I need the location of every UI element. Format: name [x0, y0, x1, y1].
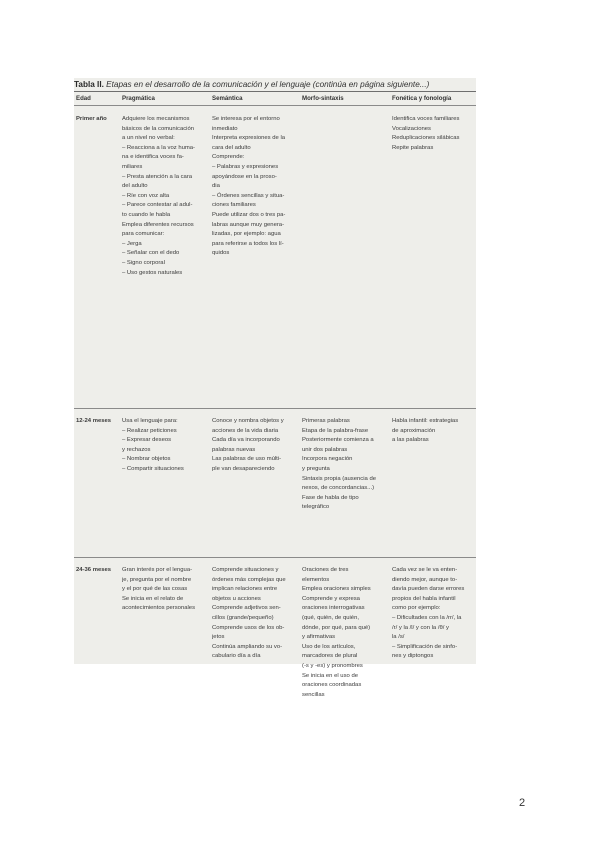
cell-line: – Uso gestos naturales: [122, 269, 183, 276]
cell-line: quidos: [212, 250, 230, 257]
table-row: [74, 417, 476, 558]
caption-label: Tabla II.: [74, 80, 104, 89]
cell-line: – Realizar peticiones: [122, 427, 177, 434]
cell-line: – Palabras y expresiones: [212, 163, 279, 170]
pragmatica-cell: [122, 566, 212, 614]
caption-text: Etapas en el desarrollo de la comunicación y el lenguaje (continúa en página siguiente...): [106, 80, 430, 89]
cell-line: Oraciones de tres: [302, 567, 349, 573]
cell-line: Comprende y expresa: [302, 595, 360, 602]
cell-line: del adulto: [122, 183, 148, 190]
cell-line: apoyándose en la proso-: [212, 173, 277, 180]
pragmatica-cell: [122, 115, 212, 278]
cell-line: para comunicar:: [122, 231, 165, 238]
cell-line: Adquiere los mecanismos: [122, 116, 190, 122]
cell-line: Comprende usos de los ob-: [212, 624, 285, 631]
table-row: [74, 115, 476, 409]
cell-line: sencillas: [302, 691, 325, 698]
cell-line: cara del adulto: [212, 144, 251, 151]
cell-line: Comprende:: [212, 154, 245, 161]
cell-line: unir dos palabras: [302, 446, 348, 453]
cell-line: nes y diptongos: [392, 653, 434, 660]
page-number: 2: [519, 797, 526, 809]
cell-line: – Señalar con el dedo: [122, 250, 180, 257]
cell-line: a un nivel no verbal:: [122, 135, 175, 142]
cell-line: Etapa de la palabra-frase: [302, 427, 369, 434]
cell-line: – Parece contestar al adul-: [122, 202, 193, 209]
cell-line: propios del habla infantil: [392, 595, 456, 602]
cell-line: elementos: [302, 576, 330, 583]
cell-line: a las palabras: [392, 437, 429, 444]
cell-line: Interpreta expresiones de la: [212, 135, 286, 142]
pragmatica-cell: [122, 417, 212, 475]
cell-line: – Órdenes sencillas y situa-: [212, 192, 285, 199]
cell-line: implican relaciones entre: [212, 586, 278, 593]
cell-line: marcadores de plural: [302, 653, 358, 660]
cell-line: cabulario día a día: [212, 653, 261, 660]
cell-line: miliares: [122, 163, 143, 170]
cell-line: Puede utilizar dos o tres pa-: [212, 211, 286, 218]
cell-line: – Dificultades con la /rr/, la: [392, 614, 462, 621]
header-fonetica: Fonética y fonología: [392, 95, 452, 102]
header-pragmatica: Pragmática: [122, 95, 155, 102]
cell-line: Gran interés por el lengua-: [122, 567, 193, 573]
cell-line: Continúa ampliando su vo-: [212, 643, 283, 650]
morfo-sintaxis-cell: [302, 566, 392, 700]
table-header-row: [74, 93, 476, 106]
cell-line: – Expresar deseos: [122, 437, 172, 444]
cell-line: y afirmativas: [302, 634, 336, 641]
cell-line: Reduplicaciones silábicas: [392, 135, 460, 142]
cell-line: (-s y -es) y pronombres: [302, 662, 363, 669]
fonetica-cell: [392, 566, 476, 662]
cell-line: acontecimientos personales: [122, 605, 196, 612]
cell-line: – Ríe con voz alta: [122, 192, 170, 199]
morfo-sintaxis-cell: [302, 417, 392, 513]
cell-line: para referirse a todos los lí-: [212, 240, 284, 247]
cell-line: Emplea diferentes recursos: [122, 221, 194, 228]
table-caption: [74, 78, 476, 92]
cell-line: dia: [212, 183, 220, 190]
table-row: [74, 566, 476, 698]
cell-line: lizadas, por ejemplo: agua: [212, 231, 281, 238]
cell-line: Usa el lenguaje para:: [122, 418, 178, 424]
cell-line: Emplea oraciones simples: [302, 586, 371, 593]
fonetica-cell: [392, 115, 476, 153]
cell-line: básicos de la comunicación: [122, 125, 195, 132]
cell-line: Se inicia en el relato de: [122, 595, 184, 602]
cell-line: cillos (grande/pequeño): [212, 614, 274, 621]
cell-line: Repite palabras: [392, 144, 434, 151]
cell-line: Se interesa por el entorno: [212, 116, 280, 122]
cell-line: to cuando le habla: [122, 211, 171, 218]
semantica-cell: [212, 566, 302, 662]
cell-line: la /s/: [392, 634, 405, 641]
age-cell: 12-24 meses: [76, 418, 112, 424]
header-semantica: Semántica: [212, 95, 243, 102]
cell-line: Fase de habla de tipo: [302, 494, 359, 501]
cell-line: dónde, por qué, para qué): [302, 624, 371, 631]
cell-line: – Jerga: [122, 240, 142, 247]
cell-line: diendo mejor, aunque to-: [392, 576, 458, 583]
cell-line: Vocalizaciones: [392, 125, 431, 132]
cell-line: telegráfico: [302, 504, 330, 511]
cell-line: – Compartir situaciones: [122, 465, 184, 472]
cell-line: Incorpora negación: [302, 456, 353, 463]
cell-line: y el por qué de las cosas: [122, 586, 188, 593]
cell-line: y pregunta: [302, 465, 330, 472]
cell-line: ple van desapareciendo: [212, 465, 275, 472]
cell-line: Identifica voces familiares: [392, 116, 460, 122]
age-cell: Primer año: [76, 116, 107, 122]
cell-line: acciones de la vida diaria: [212, 427, 279, 434]
cell-line: de aproximación: [392, 427, 436, 434]
age-cell: 24-36 meses: [76, 567, 112, 573]
cell-line: Las palabras de uso múlti-: [212, 456, 282, 463]
cell-line: – Reacciona a la voz huma-: [122, 144, 196, 151]
cell-line: inmediato: [212, 125, 238, 132]
cell-line: Se inicia en el uso de: [302, 672, 358, 679]
table-figure: [74, 78, 476, 698]
header-edad: Edad: [76, 95, 91, 102]
cell-line: Comprende adjetivos sen-: [212, 605, 281, 612]
cell-line: davía pueden darse errores: [392, 586, 465, 593]
cell-line: ciones familiares: [212, 202, 256, 209]
cell-line: Comprende situaciones y: [212, 567, 279, 573]
cell-line: palabras nuevas: [212, 446, 256, 453]
cell-line: Primeras palabras: [302, 418, 350, 424]
cell-line: y rechazos: [122, 446, 151, 453]
cell-line: objetos u acciones: [212, 595, 261, 602]
header-morfo-sintaxis: Morfo-sintaxis: [302, 95, 344, 102]
cell-line: /r/ y la /l/ y con la /θ/ y: [392, 624, 449, 631]
cell-line: – Simplificación de sinfo-: [392, 643, 458, 650]
cell-line: jetos: [212, 634, 225, 641]
cell-line: como por ejemplo:: [392, 605, 441, 612]
cell-line: Cada vez se le va enten-: [392, 567, 458, 573]
cell-line: – Signo corporal: [122, 259, 165, 266]
semantica-cell: [212, 417, 302, 475]
cell-line: Conoce y nombra objetos y: [212, 418, 284, 424]
cell-line: labras aunque muy genera-: [212, 221, 285, 228]
cell-line: nexos, de concordancias...): [302, 485, 375, 492]
cell-line: Habla infantil: estrategias: [392, 418, 459, 424]
cell-line: je, pregunta por el nombre: [122, 576, 192, 583]
cell-line: oraciones interrogativas: [302, 605, 365, 612]
fonetica-cell: [392, 417, 476, 446]
semantica-cell: [212, 115, 302, 259]
cell-line: – Nombrar objetos: [122, 456, 171, 463]
cell-line: na e identifica voces fa-: [122, 154, 184, 161]
cell-line: Posteriormente comienza a: [302, 437, 374, 444]
cell-line: (qué, quién, de quién,: [302, 614, 359, 621]
cell-line: Uso de los artículos,: [302, 643, 356, 650]
cell-line: Cada día va incorporando: [212, 437, 280, 444]
cell-line: – Presta atención a la cara: [122, 173, 193, 180]
cell-line: órdenes más complejas que: [212, 576, 286, 583]
cell-line: Sintaxis propia (ausencia de: [302, 475, 377, 482]
cell-line: oraciones coordinadas: [302, 682, 362, 689]
